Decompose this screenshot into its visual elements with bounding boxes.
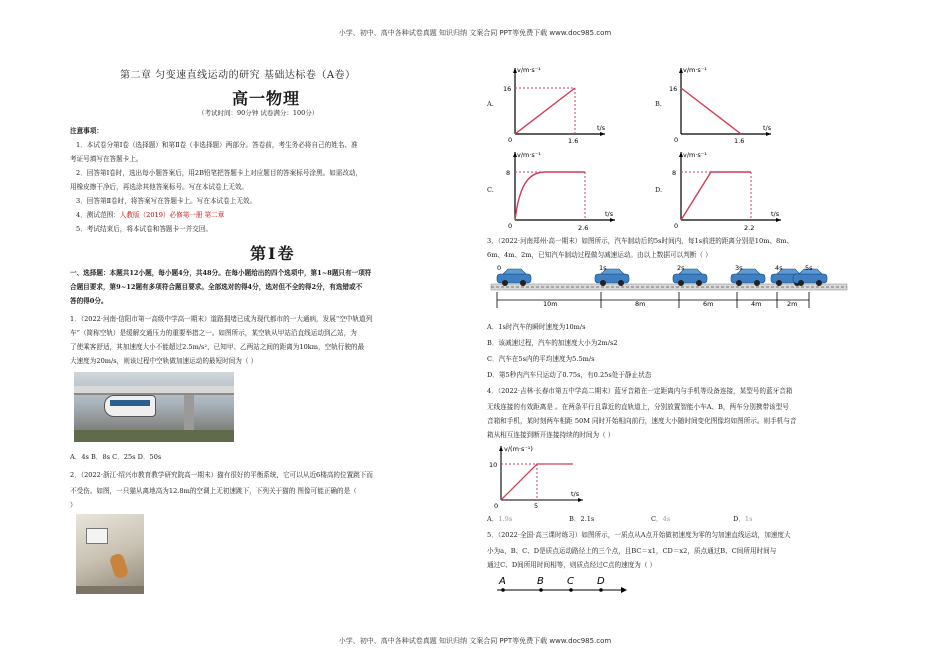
graph-d bbox=[671, 148, 791, 232]
note-5: 5．考试结束后，将本试卷和答题卡一并交回。 bbox=[76, 225, 213, 233]
q5-line-3: 通过C、D间所用时间相等，则质点经过C点的速度为（ ） bbox=[487, 561, 657, 569]
graph-c-ylabel: v/m·s⁻¹ bbox=[517, 151, 541, 159]
graph-a-origin: 0 bbox=[508, 136, 513, 144]
q4-line-3: 音箱和手机，某时刻两车相距 50M 同时开始相向前行，速度大小随时间变化图像均如图所示。则手机与音 bbox=[487, 417, 797, 425]
q3-option-a: A．1s时汽车的瞬时速度为10m/s bbox=[487, 323, 586, 331]
graph-a bbox=[505, 64, 615, 144]
graph-d-ytick: 8 bbox=[672, 169, 677, 177]
graph-a-xtick: 1.6 bbox=[568, 137, 579, 145]
note-1b: 考证号填写在答题卡上。 bbox=[70, 155, 143, 163]
point-c bbox=[569, 588, 573, 592]
graph-b-origin: 0 bbox=[674, 136, 679, 144]
q2-line-2: 不受伤。如图，一只猫从离地高为12.8m的空调上无初速跳下，下列关于猫的 图像可能正确的是（ bbox=[70, 487, 357, 495]
graph-b-xtick: 1.6 bbox=[734, 137, 745, 145]
q1-options: A．4s B．8s C．25s D．50s bbox=[70, 453, 162, 461]
graph-a-ylabel: v/m·s⁻¹ bbox=[517, 66, 541, 74]
q3-line-1: 3．（2022·河南郑州·高一期末）如图所示，汽车制动后的5s时间内，每1s前进的距离分别是10m、8m、 bbox=[487, 237, 794, 245]
q5-line-2: 小为a，B、C、D是质点运动路径上的三个点，且BC＝x1，CD＝x2，质点通过B、C间所用时间与 bbox=[487, 547, 777, 555]
graph-b bbox=[671, 64, 781, 144]
exam-meta: （考试时间：90分钟 试卷满分：100分） bbox=[198, 109, 319, 117]
time-3: 3s bbox=[735, 264, 743, 272]
note-4-label: 4．测试范围： bbox=[76, 211, 120, 219]
q1-line-2: 车”（简称空轨）是缓解交通压力的重要举措之一。如图所示，某空轨从甲站沿直线运动到乙站，为 bbox=[70, 329, 357, 337]
q4-xlabel: t/s bbox=[571, 490, 580, 498]
q4-line-4: 箱从相互连接到断开连接持续的时间为（ ） bbox=[487, 431, 615, 439]
q2-line-1: 2．（2022·浙江·绍兴市教育教学研究院高一期末）猫有很好的平衡系统，它可以从近6楼高的位置跳下而 bbox=[70, 471, 373, 479]
point-d-label: D bbox=[597, 576, 605, 587]
page-header: 小学、初中、高中各种试卷真题 知识归纳 文案合同 PPT等免费下载 www.doc985.com bbox=[338, 29, 612, 37]
cat-photo bbox=[76, 514, 144, 594]
note-2: 2．回答第Ⅰ卷时，选出每小题答案后，用2B铅笔把答题卡上对应题目的答案标号涂黑。如需改动， bbox=[76, 169, 363, 177]
point-b bbox=[539, 588, 543, 592]
section-intro-1: 一、选择题：本题共12小题，每小题4分，共48分。在每小题给出的四个选项中，第1~8题只有一项符 bbox=[70, 269, 372, 277]
q4-opt-d-val: 1s bbox=[744, 515, 753, 523]
graph-c-label: C. bbox=[487, 186, 494, 194]
graph-b-line bbox=[681, 88, 741, 134]
graph-b-ytick: 16 bbox=[669, 85, 678, 93]
q4-opt-a: A． bbox=[487, 515, 499, 523]
q4-ylabel: v/(m·s⁻¹) bbox=[504, 445, 533, 453]
notes-heading: 注意事项： bbox=[70, 127, 103, 135]
q4-line-2: 无线连接的有效距离是 。在两条平行且靠近的直轨道上，分别放置智能小车A、B，两车分别携带该型号 bbox=[487, 403, 789, 411]
car-0 bbox=[497, 269, 531, 286]
dist-3: 6m bbox=[703, 300, 714, 308]
graph-d-origin: 0 bbox=[674, 222, 679, 230]
note-4 bbox=[70, 208, 462, 222]
note-2b: 用橡皮擦干净后，再选涂其他答案标号。写在本试卷上无效。 bbox=[70, 183, 249, 191]
time-4: 4s bbox=[775, 264, 783, 272]
section-intro-3: 答的得0分。 bbox=[70, 297, 108, 305]
chapter-title: 第二章 匀变速直线运动的研究 基础达标卷（A卷） bbox=[120, 70, 356, 81]
graph-c-xtick: 2.6 bbox=[578, 224, 589, 232]
note-1: 1．本试卷分第Ⅰ卷（选择题）和第Ⅱ卷（非选择题）两部分。答卷前，考生务必将自己的姓名、准 bbox=[76, 141, 358, 149]
monorail-photo bbox=[74, 372, 234, 442]
graph-d-ylabel: v/m·s⁻¹ bbox=[683, 151, 707, 159]
graph-d-xlabel: t/s bbox=[771, 210, 780, 218]
dist-5: 2m bbox=[787, 300, 798, 308]
q4-opt-c: C． bbox=[651, 515, 663, 523]
point-d bbox=[599, 588, 603, 592]
graph-c-xlabel: t/s bbox=[605, 210, 614, 218]
note-3: 3．回答第Ⅱ卷时，将答案写在答题卡上。写在本试卷上无效。 bbox=[76, 197, 257, 205]
q4-opt-b: B．2.1s bbox=[569, 515, 595, 523]
q1-line-1: 1．（2022·河南·信阳市第一高级中学高一期末）道路拥堵已成为现代都市的一大通病，发展“空中轨道列 bbox=[70, 315, 373, 323]
q3-option-d: D．第5秒内汽车只运动了0.75s，有0.25s处于静止状态 bbox=[487, 371, 652, 379]
q1-line-4: 大速度为20m/s，则该过程中空轨做加速运动的最短时间为（ ） bbox=[70, 357, 258, 365]
graph-d-xtick: 2.2 bbox=[744, 224, 755, 232]
q4-xtick: 5 bbox=[534, 502, 539, 510]
q4-line-1: 4．（2022·吉林·长春市第五中学高二期末）蓝牙音箱在一定距离内与手机等设备连接，某型号的蓝牙音箱 bbox=[487, 387, 793, 395]
graph-a-line bbox=[515, 88, 575, 134]
q3-line-2: 6m、4m、2m，已知汽车制动过程做匀减速运动。由以上数据可以判断（ ） bbox=[487, 251, 712, 259]
graph-a-ytick: 16 bbox=[503, 85, 512, 93]
section-title: 第Ⅰ卷 bbox=[250, 244, 296, 263]
q4-opt-a-val: 1.9s bbox=[498, 515, 513, 523]
graph-d-label: D. bbox=[655, 186, 663, 194]
q4-origin: 0 bbox=[494, 502, 499, 510]
section-intro-2: 合题目要求，第9~12题有多项符合题目要求。全部选对的得4分，选对但不全的得2分，有选错或不 bbox=[70, 283, 363, 291]
graph-b-label: B. bbox=[655, 100, 662, 108]
dist-2: 8m bbox=[635, 300, 646, 308]
left-column bbox=[70, 0, 465, 672]
graph-c bbox=[505, 148, 625, 232]
q4-opt-c-wrap bbox=[651, 512, 670, 526]
braking-car-diagram bbox=[491, 262, 851, 312]
point-c-label: C bbox=[567, 576, 574, 587]
graph-a-label: A. bbox=[487, 100, 494, 108]
graph-b-xlabel: t/s bbox=[763, 124, 772, 132]
note-4-scope: 人教版（2019）必修第一册 第二章 bbox=[119, 211, 225, 219]
graph-c-origin: 0 bbox=[508, 222, 513, 230]
point-a-label: A bbox=[499, 576, 506, 587]
right-column bbox=[487, 0, 867, 672]
q5-path-diagram bbox=[493, 572, 633, 598]
q4-ytick: 10 bbox=[489, 461, 498, 469]
dist-4: 4m bbox=[751, 300, 762, 308]
graph-d-line bbox=[681, 172, 751, 220]
q4-graph bbox=[489, 442, 589, 510]
point-a bbox=[501, 588, 505, 592]
q4-options bbox=[487, 512, 867, 526]
q4-opt-d: D． bbox=[733, 515, 745, 523]
graph-a-xlabel: t/s bbox=[597, 124, 606, 132]
time-5: 5s bbox=[805, 264, 813, 272]
q3-option-b: B．该减速过程，汽车的加速度大小为2m/s2 bbox=[487, 339, 618, 347]
time-1: 1s bbox=[599, 264, 607, 272]
point-b-label: B bbox=[537, 576, 544, 587]
dist-1: 10m bbox=[543, 300, 558, 308]
graph-c-curve bbox=[515, 172, 585, 220]
q5-line-1: 5．（2022·全国·高三课时练习）如图所示，一质点从A点开始做初速度为零的匀加速直线运动，加速度大 bbox=[487, 531, 791, 539]
q3-option-c: C．汽车在5s内的平均速度为5.5m/s bbox=[487, 355, 595, 363]
q1-line-3: 了使乘客舒适，其加速度大小不能超过2.5m/s²，已知甲、乙两站之间的距离为10km，空轨行驶的最 bbox=[70, 343, 365, 351]
q4-opt-d-wrap bbox=[733, 512, 752, 526]
q4-opt-c-val: 4s bbox=[662, 515, 671, 523]
subject-title: 高一物理 bbox=[232, 89, 301, 108]
graph-c-ytick: 8 bbox=[506, 169, 511, 177]
page-footer: 小学、初中、高中各种试卷真题 知识归纳 文案合同 PPT等免费下载 www.doc985.com bbox=[338, 637, 612, 645]
time-2: 2s bbox=[677, 264, 685, 272]
time-0: 0 bbox=[497, 264, 502, 272]
q2-line-3: ） bbox=[70, 501, 77, 509]
graph-b-ylabel: v/m·s⁻¹ bbox=[683, 66, 707, 74]
